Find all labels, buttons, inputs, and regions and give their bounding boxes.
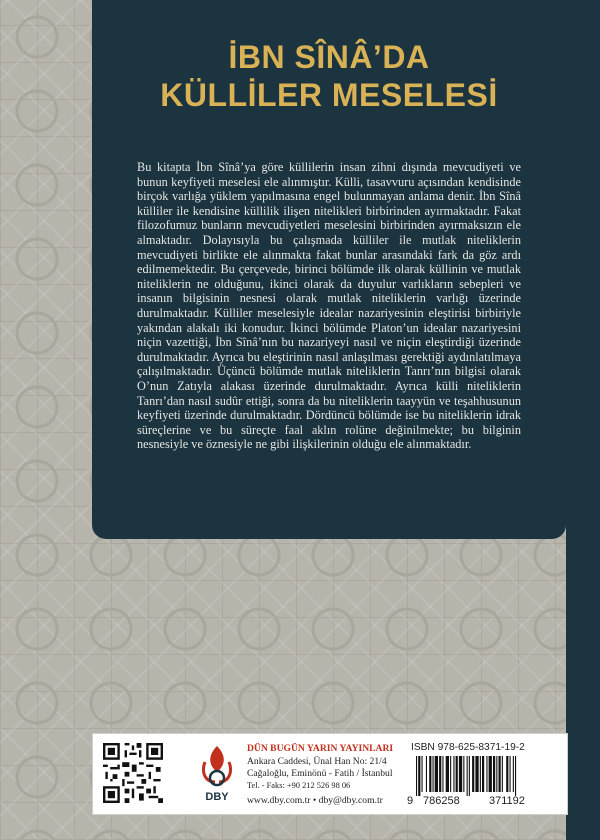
title-line-1: İBN SÎNÂ’DA bbox=[228, 39, 430, 75]
publisher-web: www.dby.com.tr • dby@dby.com.tr bbox=[247, 795, 383, 806]
publisher-address-line-2: Cağaloğlu, Eminönü - Fatih / İstanbul bbox=[247, 768, 393, 779]
barcode-digit-first: 9 bbox=[407, 795, 414, 807]
publisher-name: DÜN BUGÜN YARIN YAYINLARI bbox=[247, 743, 394, 754]
qr-code-icon bbox=[103, 743, 163, 803]
spine-strip bbox=[566, 0, 600, 840]
publisher-phone: Tel. - Faks: +90 212 526 98 06 bbox=[247, 781, 351, 790]
back-cover-description: Bu kitapta İbn Sînâ’ya göre küllilerin insan zihni dışında mevcudiyeti ve bunun keyfiyeti meselesi ele alınmıştır. Külli, tasavvuru açısından kendisinde birçok varlığa yüklem yapılmasına engel bulunmayan anlama denir. İbn Sînâ külliler ile kendisine küllilik ilişen nitelikleri birbirinden ayırmaktadır. Fakat filozofumuz bunların mevcudiyetleri meselesini birbirinden ayırmaksızın ele almaktadır. Dolayısıyla bu çalışmada külliler ile mutlak niteliklerin mevcudiyeti birlikte ele alınmakta fakat bunlar arasındaki fark da göz ardı edilmemektedir. Bu çerçevede, birinci bölümde ilk olarak küllinin ve mutlak niteliklerin ne olduğunu, ikinci olarak da duyulur varlıkların sebepleri ve insanın bilgisinin nesnesi olarak mutlak niteliklerin varlığı üzerinde durulmaktadır. Külliler meselesiyle idealar nazariyesinin eleştirisi birbiriyle yakından alakalı iki konudur. İkinci bölümde Platon’un idealar nazariyesini niçin vazettiği, İbn Sînâ’nın bu nazariyeyi nasıl ve niçin eleştirdiği üzerinde durulmaktadır. Ayrıca bu eleştirinin nasıl anlaşılması gerektiği aydınlatılmaya çalışılmaktadır. Üçüncü bölümde mutlak niteliklerin Tanrı’nın bilgisi olarak O’nun Zatıyla alakası üzerinde durulmaktadır. Ayrıca külli niteliklerin Tanrı’dan nasıl sudûr ettiği, sonra da bu niteliklerin taayyün ve teşahhusunun keyfiyeti üzerinde durulmaktadır. Dördüncü bölümde ise bu niteliklerin idrak süreçlerine ve bu süreçte faal aklın rolüne değinilmekte; bu bilginin nesnesiyle ve öznesiyle ne gibi ilişkilerinin olduğu ele alınmaktadır. bbox=[137, 160, 521, 452]
title-line-2: KÜLLİLER MESELESİ bbox=[160, 77, 498, 113]
isbn-label: ISBN 978-625-8371-19-2 bbox=[411, 742, 525, 753]
publisher-info-box bbox=[92, 733, 568, 815]
dby-logo-icon bbox=[197, 742, 237, 806]
publisher-address-line-1: Ankara Caddesi, Ünal Han No: 21/4 bbox=[247, 756, 387, 767]
book-title bbox=[92, 38, 566, 114]
barcode-digits-group-1: 786258 bbox=[423, 795, 460, 807]
barcode-icon bbox=[416, 756, 552, 796]
barcode-digits-group-2: 371192 bbox=[489, 795, 525, 807]
logo-text: DBY bbox=[205, 791, 229, 803]
